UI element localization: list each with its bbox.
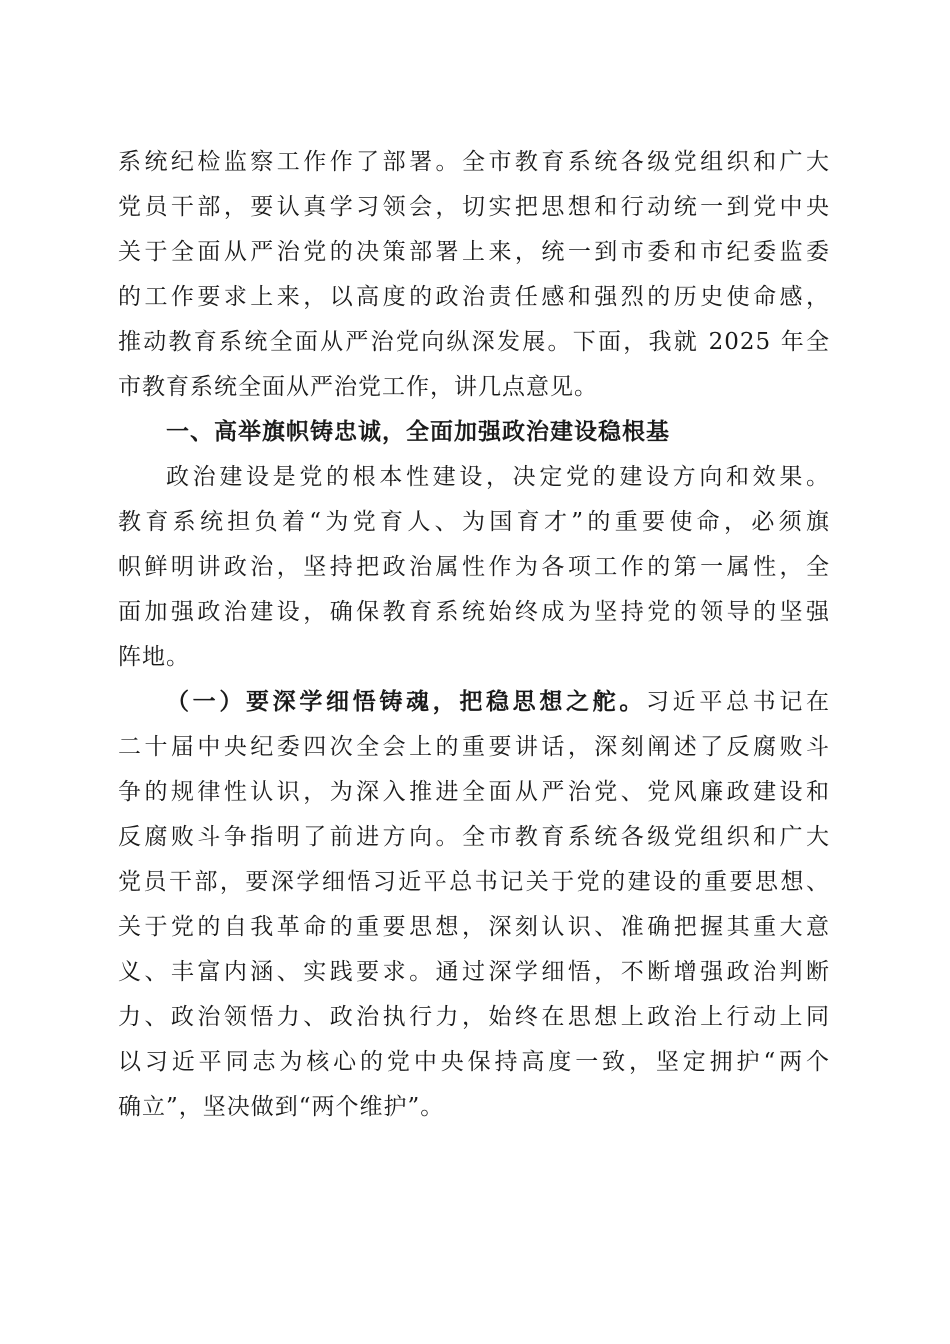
subsection-first-line-text: 习近平总书记在 [646,689,831,715]
paragraph-line: 市教育系统全面从严治党工作，讲几点意见。 [118,374,598,400]
paragraph-line: 教育系统担负着“为党育人、为国育才”的重要使命，必须旗 [118,509,830,535]
paragraph-line: 争的规律性认识，为深入推进全面从严治党、党风廉政建设和 [118,779,830,805]
paragraph-line: 党员干部，要认真学习领会，切实把思想和行动统一到党中央 [118,194,830,220]
paragraph-line: 确立”，坚决做到“两个维护”。 [118,1094,445,1120]
section-heading: 一、高举旗帜铸忠诚，全面加强政治建设稳根基 [166,419,670,445]
paragraph-line: 关于党的自我革命的重要思想，深刻认识、准确把握其重大意 [118,914,830,940]
paragraph-line: 以习近平同志为核心的党中央保持高度一致，坚定拥护“两个 [118,1049,830,1075]
paragraph-line: 阵地。 [118,644,190,670]
subsection-title: （一）要深学细悟铸魂，把稳思想之舵。 [166,689,646,715]
paragraph-line: 系统纪检监察工作作了部署。全市教育系统各级党组织和广大 [118,149,830,175]
paragraph-line: 关于全面从严治党的决策部署上来，统一到市委和市纪委监委 [118,239,830,265]
paragraph-line: 二十届中央纪委四次全会上的重要讲话，深刻阐述了反腐败斗 [118,734,830,760]
paragraph-line: 面加强政治建设，确保教育系统始终成为坚持党的领导的坚强 [118,599,830,625]
paragraph-line: 政治建设是党的根本性建设，决定党的建设方向和效果。 [166,464,830,490]
paragraph-line: 义、丰富内涵、实践要求。通过深学细悟，不断增强政治判断 [118,959,830,985]
document-page [118,140,830,1130]
paragraph-line: 力、政治领悟力、政治执行力，始终在思想上政治上行动上同 [118,1004,830,1030]
paragraph-line: 推动教育系统全面从严治党向纵深发展。下面，我就 2025 年全 [118,329,830,355]
paragraph-line: 党员干部，要深学细悟习近平总书记关于党的建设的重要思想、 [118,869,830,895]
paragraph-line: 反腐败斗争指明了前进方向。全市教育系统各级党组织和广大 [118,824,830,850]
paragraph-line: 的工作要求上来，以高度的政治责任感和强烈的历史使命感， [118,284,830,310]
subsection-first-line [118,680,830,725]
paragraph-line: 帜鲜明讲政治，坚持把政治属性作为各项工作的第一属性，全 [118,554,830,580]
